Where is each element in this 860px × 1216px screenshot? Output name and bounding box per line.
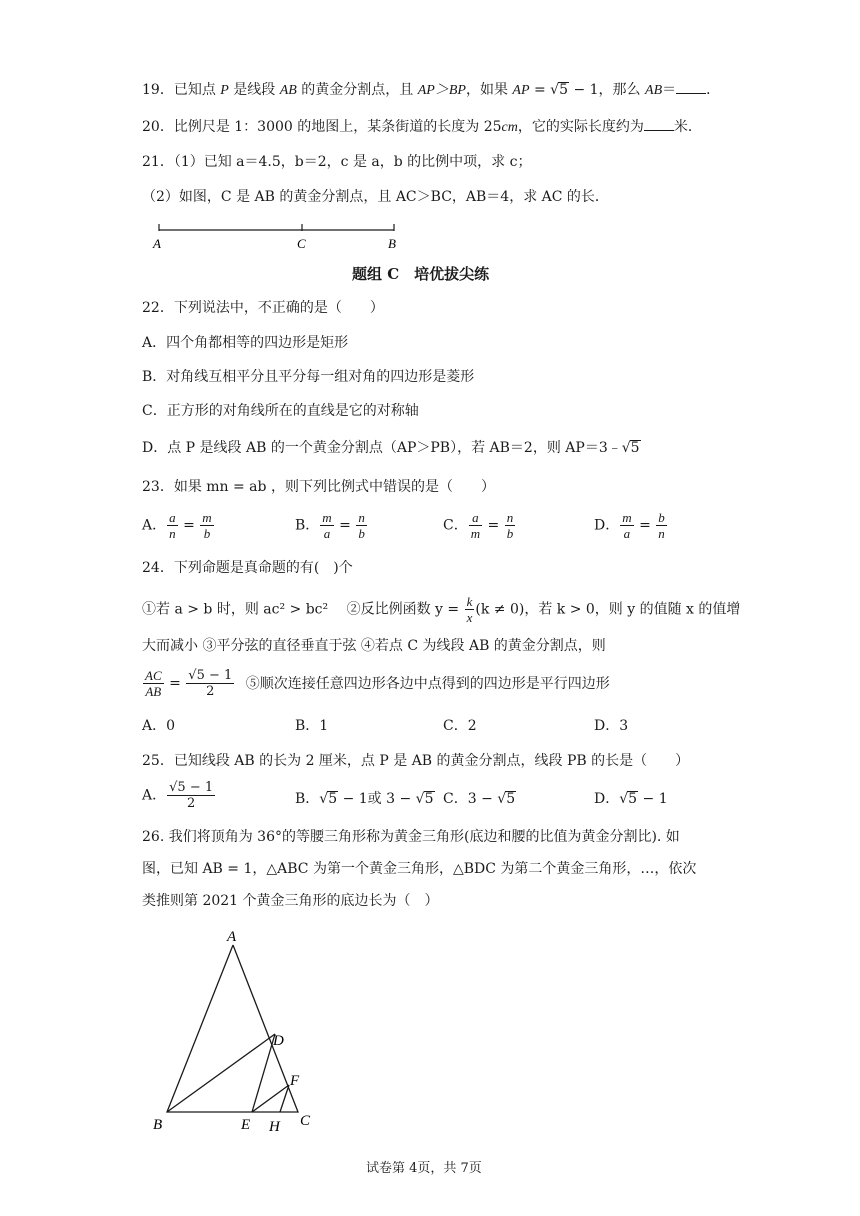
question-22-stem: 22．下列说法中，不正确的是（ ） <box>142 300 384 316</box>
answer-blank <box>644 116 674 131</box>
question-21-part2: （2）如图，C 是 AB 的黄金分割点，且 AC＞BC，AB＝4，求 AC 的长． <box>142 189 609 205</box>
question-19: 19．已知点 P 是线段 AB 的黄金分割点，且 AP＞BP，如果 AP = √5 − 1，那么 AB＝ ． <box>142 79 720 101</box>
question-25-option-d: D．√5 − 1 <box>594 791 668 807</box>
segment-de <box>252 1034 275 1112</box>
question-25-option-b: B．√5 − 1或 3 − √5 <box>295 791 434 807</box>
question-24-option-b: B．1 <box>295 718 329 734</box>
section-title: 题组 C 培优拔尖练 <box>352 265 490 283</box>
question-23-option-a: A． $\frac{a}{n}$ = $\frac{m}{b}$ <box>142 510 212 541</box>
golden-triangle-figure <box>145 925 345 1140</box>
question-25-stem: 25．已知线段 AB 的长为 2 厘米，点 P 是 AB 的黄金分割点，线段 PB 的长是（ ） <box>142 753 690 769</box>
question-22-option-a: A．四个角都相等的四边形是矩形 <box>142 335 349 351</box>
triangle-abc <box>167 945 298 1112</box>
fraction-left: $\frac{m}{a}$ <box>622 510 632 541</box>
segment-label-b: B <box>388 236 396 251</box>
vertex-label-a: A <box>227 929 237 945</box>
question-24-option-d: D．3 <box>594 718 629 734</box>
question-24-line1: ①若 a > b 时，则 ac² > bc² ②反比例函数 y = $\frac{k}{x}$ (k ≠ 0)，若 k > 0，则 y 的值随 x 的值增 <box>142 594 741 625</box>
answer-blank <box>676 79 706 94</box>
fraction-ac-ab: $\frac{AC}{AB}$ <box>145 668 162 699</box>
vertex-label-b: B <box>153 1117 163 1133</box>
vertex-label-c: C <box>300 1113 311 1129</box>
question-23-option-b: B． $\frac{m}{a}$ = $\frac{n}{b}$ <box>295 510 365 541</box>
question-25-option-a: A． $\frac{√5 - 1}{2}$ <box>142 780 214 811</box>
question-23-option-c: C． $\frac{a}{m}$ = $\frac{n}{b}$ <box>443 510 514 541</box>
question-24-option-a: A．0 <box>142 718 176 734</box>
question-25-option-c: C．3 − √5 <box>443 791 516 807</box>
question-23-option-d: D． $\frac{m}{a}$ = $\frac{b}{n}$ <box>594 510 665 541</box>
question-26-line3: 类推则第 2021 个黄金三角形的底边长为（ ） <box>142 893 439 909</box>
fraction-right: $\frac{m}{b}$ <box>202 510 212 541</box>
segment-acb-figure <box>150 218 410 258</box>
question-22-option-d: D．点 P 是线段 AB 的一个黄金分割点（AP＞PB），若 AB＝2，则 AP＝3﹣√5 <box>142 440 640 456</box>
fraction-option-a: $\frac{√5 - 1}{2}$ <box>169 780 214 811</box>
vertex-label-d: D <box>273 1033 284 1049</box>
segment-ef <box>252 1085 289 1112</box>
question-24-line2: 大而减小 ③平分弦的直径垂直于弦 ④若点 C 为线段 AB 的黄金分割点，则 <box>142 638 606 654</box>
fraction-right: $\frac{b}{n}$ <box>658 510 665 541</box>
question-24-option-c: C．2 <box>443 718 477 734</box>
segment-bd <box>167 1034 275 1112</box>
question-22-option-b: B．对角线互相平分且平分每一组对角的四边形是菱形 <box>142 369 475 385</box>
vertex-label-e: E <box>241 1117 251 1133</box>
fraction-left: $\frac{a}{m}$ <box>470 510 481 541</box>
fraction-left: $\frac{a}{n}$ <box>169 510 176 541</box>
question-24-line3: $\frac{AC}{AB}$ = $\frac{√5 - 1}{2}$ ⑤顺次连接任意四边形各边中点得到的四边形是平行四边形 <box>145 668 610 699</box>
question-23-stem: 23．如果 mn = ab ，则下列比例式中错误的是（ ） <box>142 479 495 495</box>
vertex-label-f: F <box>290 1073 300 1089</box>
fraction-left: $\frac{m}{a}$ <box>322 510 332 541</box>
question-26-line2: 图，已知 AB = 1，△ABC 为第一个黄金三角形，△BDC 为第二个黄金三角形，…，依次 <box>142 861 697 877</box>
question-26-line1: 26. 我们将顶角为 36°的等腰三角形称为黄金三角形(底边和腰的比值为黄金分割比). 如 <box>142 829 680 845</box>
fraction-right: $\frac{n}{b}$ <box>506 510 514 541</box>
question-20: 20．比例尺是 1：3000 的地图上，某条街道的长度为 25cm，它的实际长度约为 米． <box>142 116 702 138</box>
page-footer: 试卷第 4页，共 7页 <box>366 1161 482 1176</box>
question-24-stem: 24．下列命题是真命题的有( )个 <box>142 560 353 576</box>
vertex-label-h: H <box>269 1119 280 1135</box>
fraction-right: $\frac{n}{b}$ <box>358 510 365 541</box>
segment-label-a: A <box>153 236 161 251</box>
fraction-k-over-x: $\frac{k}{x}$ <box>466 594 473 625</box>
segment-label-c: C <box>297 236 306 251</box>
question-22-option-c: C．正方形的对角线所在的直线是它的对称轴 <box>142 403 419 419</box>
question-21-part1: 21．（1）已知 a＝4.5，b＝2，c 是 a，b 的比例中项，求 c； <box>142 154 532 170</box>
fraction-golden: $\frac{√5 - 1}{2}$ <box>188 668 233 699</box>
